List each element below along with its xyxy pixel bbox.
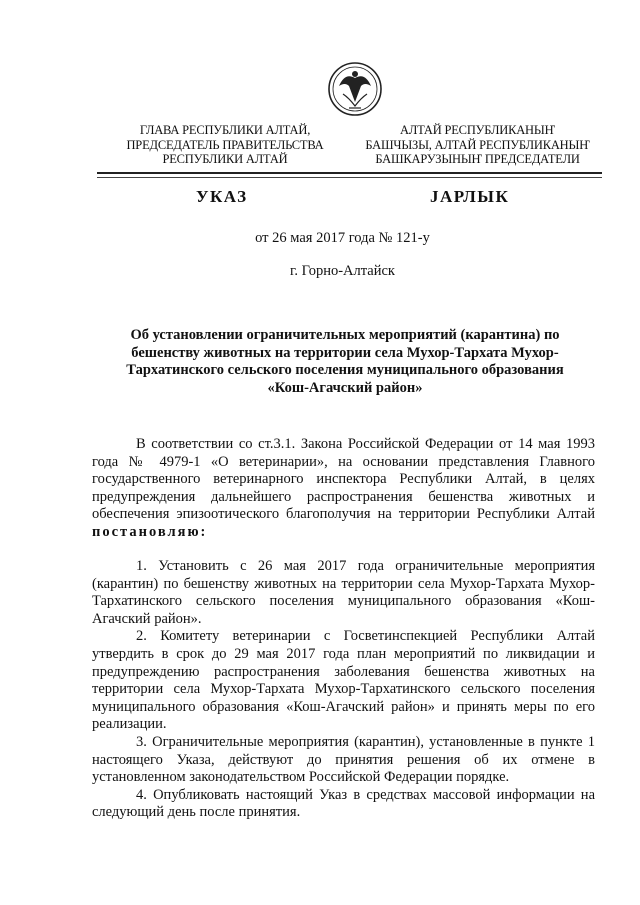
- header-right-line: БАШКАРУЗЫНЫҤ ПРЕДСЕДАТЕЛИ: [375, 152, 580, 166]
- document-title-right: JАРЛЫК: [430, 187, 510, 206]
- document-subject: Об установлении ограничительных мероприятий (карантина) по бешенству животных на территории села Мухор-Тархата Мухор-Тархатинского сельского поселения муниципального образования «Кош-Агачский район»: [126, 327, 564, 396]
- document-dateline: от 26 мая 2017 года № 121-у: [255, 230, 430, 246]
- header-right-line: БАШЧЫЗЫ, АЛТАЙ РЕСПУБЛИКАНЫҤ: [365, 137, 590, 152]
- decree-item: 4. Опубликовать настоящий Указ в средствах массовой информации на следующий день после принятия.: [92, 786, 595, 821]
- header-left-block: [110, 123, 340, 167]
- preamble-paragraph: [92, 436, 595, 542]
- decree-items: [92, 558, 595, 822]
- header-left-line: ПРЕДСЕДАТЕЛЬ ПРАВИТЕЛЬСТВА: [126, 137, 324, 152]
- header-right-line: АЛТАЙ РЕСПУБЛИКАНЫҤ: [400, 123, 555, 137]
- document-title-left: УКАЗ: [196, 187, 248, 206]
- decree-word: постановляю:: [92, 523, 208, 540]
- document-city: г. Горно-Алтайск: [290, 263, 395, 279]
- decree-item: 3. Ограничительные мероприятия (карантин), установленные в пункте 1 настоящего Указа, действуют до принятия решения об их отмене в установленном законодательством Российской Федерации порядке.: [92, 733, 595, 786]
- coat-of-arms-emblem-icon: [327, 58, 383, 120]
- preamble-text: В соответствии со ст.3.1. Закона Российской Федерации от 14 мая 1993 года № 4979-1 «О ветеринарии», на основании представления Главного государственного ветеринарного инспектора Республики Алтай, в целях предупреждения дальнейшего распространения бешенства животных и обеспечения эпизоотического благополучия на территории Республики Алтай: [92, 436, 595, 523]
- header-divider-thick: [97, 172, 602, 174]
- header-left-line: ГЛАВА РЕСПУБЛИКИ АЛТАЙ,: [139, 123, 311, 137]
- decree-item: 1. Установить с 26 мая 2017 года ограничительные мероприятия (карантин) по бешенству животных на территории села Мухор-Тархата Мухор-Тархатинского сельского поселения муниципального образования «Кош-Агачский район».: [92, 558, 595, 627]
- header-left-line: РЕСПУБЛИКИ АЛТАЙ: [162, 152, 288, 166]
- decree-item: 2. Комитету ветеринарии с Госветинспекцией Республики Алтай утвердить в срок до 29 мая 2017 года план мероприятий по ликвидации и предупреждению распространения заболевания бешенства животных на территории села Мухор-Тархата Мухор-Тархатинского сельского поселения муниципального образования «Кош-Агачский район» и принять меры по его реализации.: [92, 628, 595, 733]
- header-divider-thin: [97, 177, 602, 178]
- header-right-block: [355, 123, 600, 167]
